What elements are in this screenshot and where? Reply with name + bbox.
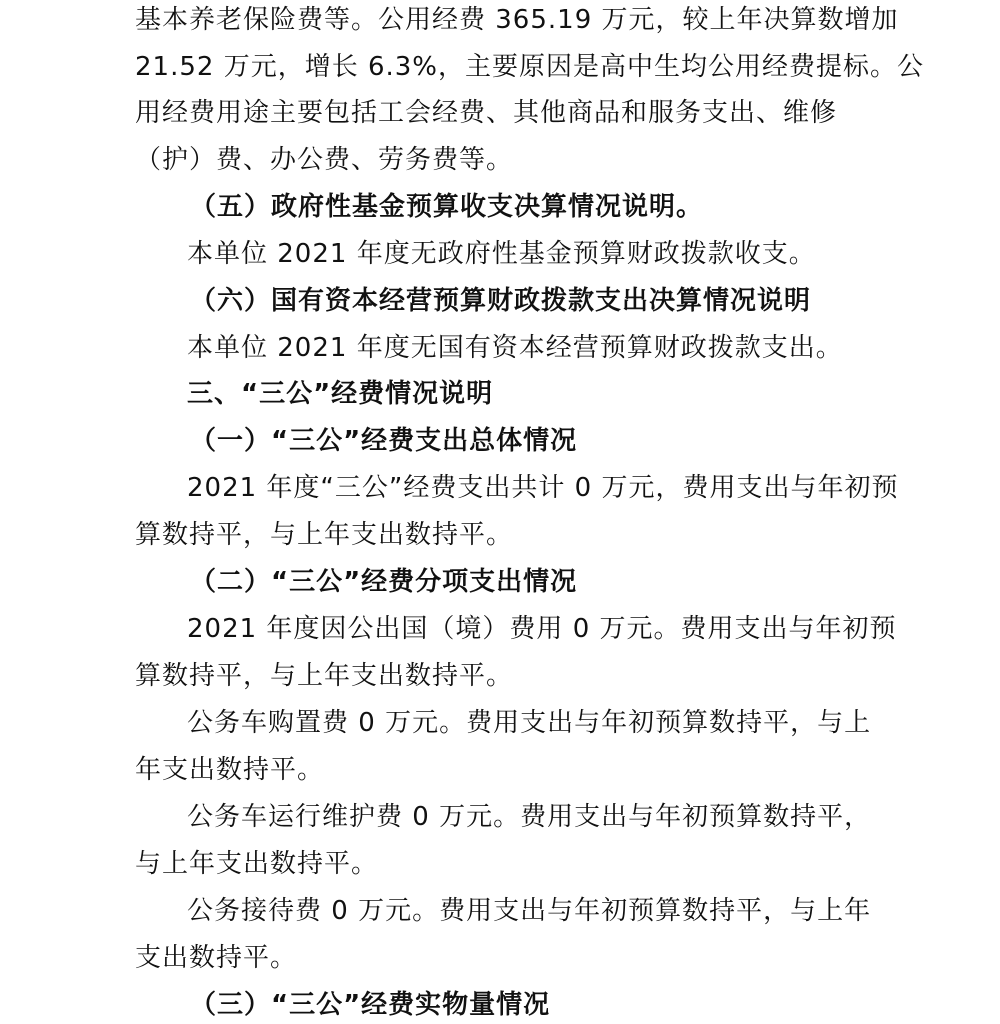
paragraph-line: 与上年支出数持平。 (135, 849, 379, 879)
paragraph-line: （护）费、办公费、劳务费等。 (135, 145, 514, 175)
paragraph-line: 2021 年度“三公”经费支出共计 0 万元，费用支出与年初预 (187, 473, 899, 503)
paragraph-line: 公务车运行维护费 0 万元。费用支出与年初预算数持平， (187, 802, 872, 832)
section-heading: （五）政府性基金预算收支决算情况说明。 (190, 192, 704, 222)
section-heading: （二）“三公”经费分项支出情况 (190, 567, 578, 597)
section-heading: （三）“三公”经费实物量情况 (190, 990, 551, 1020)
paragraph-line: 算数持平，与上年支出数持平。 (135, 520, 514, 550)
paragraph-line: 本单位 2021 年度无国有资本经营预算财政拨款支出。 (187, 333, 843, 363)
paragraph-line: 21.52 万元，增长 6.3%，主要原因是高中生均公用经费提标。公 (135, 52, 925, 82)
paragraph-line: 2021 年度因公出国（境）费用 0 万元。费用支出与年初预 (187, 614, 897, 644)
paragraph-line: 支出数持平。 (135, 943, 298, 973)
paragraph-line: 基本养老保险费等。公用经费 365.19 万元，较上年决算数增加 (135, 5, 899, 35)
chapter-heading: 三、“三公”经费情况说明 (187, 379, 494, 409)
paragraph-line: 公务接待费 0 万元。费用支出与年初预算数持平，与上年 (187, 896, 872, 926)
section-heading: （一）“三公”经费支出总体情况 (190, 426, 578, 456)
section-heading: （六）国有资本经营预算财政拨款支出决算情况说明 (190, 286, 812, 316)
paragraph-line: 年支出数持平。 (135, 755, 325, 785)
paragraph-line: 用经费用途主要包括工会经费、其他商品和服务支出、维修 (135, 98, 838, 128)
paragraph-line: 公务车购置费 0 万元。费用支出与年初预算数持平，与上 (187, 708, 872, 738)
paragraph-line: 算数持平，与上年支出数持平。 (135, 661, 514, 691)
paragraph-line: 本单位 2021 年度无政府性基金预算财政拨款收支。 (187, 239, 816, 269)
